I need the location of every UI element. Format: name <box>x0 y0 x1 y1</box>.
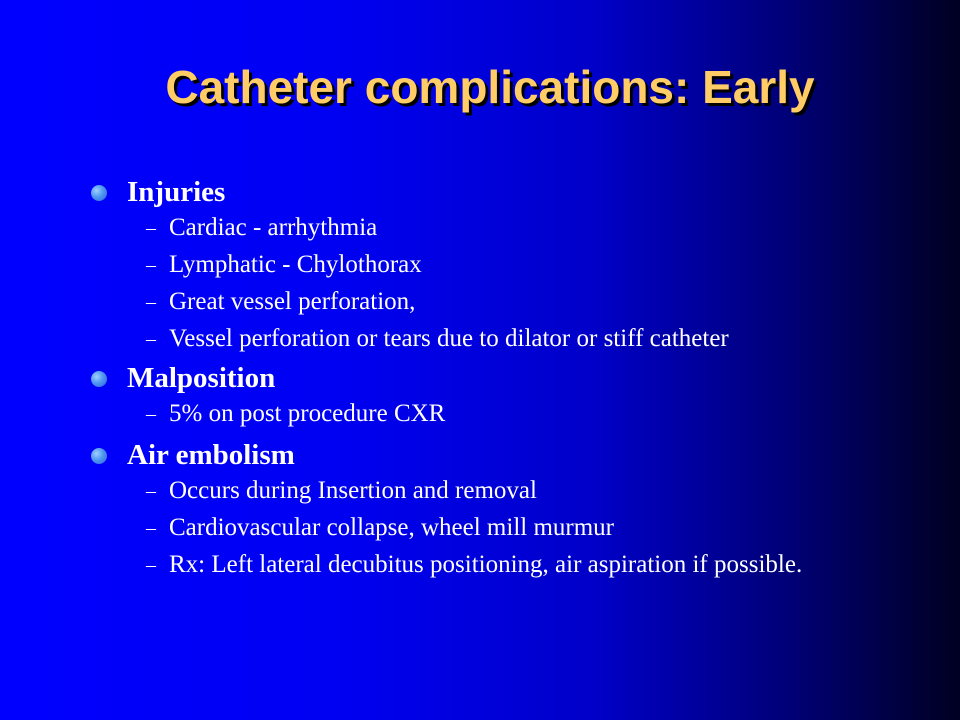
sub-list-injuries <box>90 214 880 352</box>
bullet-dot-icon <box>91 185 107 201</box>
dash-icon: – <box>146 254 156 276</box>
bullet-heading: Malposition <box>127 362 276 394</box>
slide-content <box>90 170 880 586</box>
sub-item-text: Great vessel perforation, <box>169 288 416 315</box>
sub-item <box>90 400 880 427</box>
sub-item <box>90 551 880 578</box>
sub-item <box>90 514 880 541</box>
sub-list-air-embolism <box>90 477 880 578</box>
sub-item-text: Rx: Left lateral decubitus positioning, air aspiration if possible. <box>169 551 803 578</box>
sub-item <box>90 251 880 278</box>
dash-icon: – <box>146 291 156 313</box>
bullet-dot-icon <box>91 371 107 387</box>
sub-item-text: Lymphatic - Chylothorax <box>169 251 422 278</box>
sub-item <box>90 477 880 504</box>
sub-item-text: Cardiac - arrhythmia <box>169 214 378 241</box>
bullet-heading: Air embolism <box>127 439 295 471</box>
sub-list-malposition <box>90 400 880 427</box>
dash-icon: – <box>146 403 156 425</box>
sub-item-text: 5% on post procedure CXR <box>169 400 446 427</box>
dash-icon: – <box>146 480 156 502</box>
bullet-injuries <box>90 174 880 210</box>
bullet-dot-icon <box>91 448 107 464</box>
dash-icon: – <box>146 217 156 239</box>
sub-item-text: Cardiovascular collapse, wheel mill murmur <box>169 514 615 541</box>
sub-item-text: Vessel perforation or tears due to dilator or stiff catheter <box>169 325 729 352</box>
dash-icon: – <box>146 517 156 539</box>
bullet-air-embolism <box>90 437 880 473</box>
dash-icon: – <box>146 554 156 576</box>
sub-item-text: Occurs during Insertion and removal <box>169 477 537 504</box>
bullet-heading: Injuries <box>127 176 226 208</box>
sub-item <box>90 325 880 352</box>
sub-item <box>90 214 880 241</box>
slide-title: Catheter complications: Early <box>165 61 815 113</box>
sub-item <box>90 288 880 315</box>
bullet-malposition <box>90 360 880 396</box>
dash-icon: – <box>146 328 156 350</box>
